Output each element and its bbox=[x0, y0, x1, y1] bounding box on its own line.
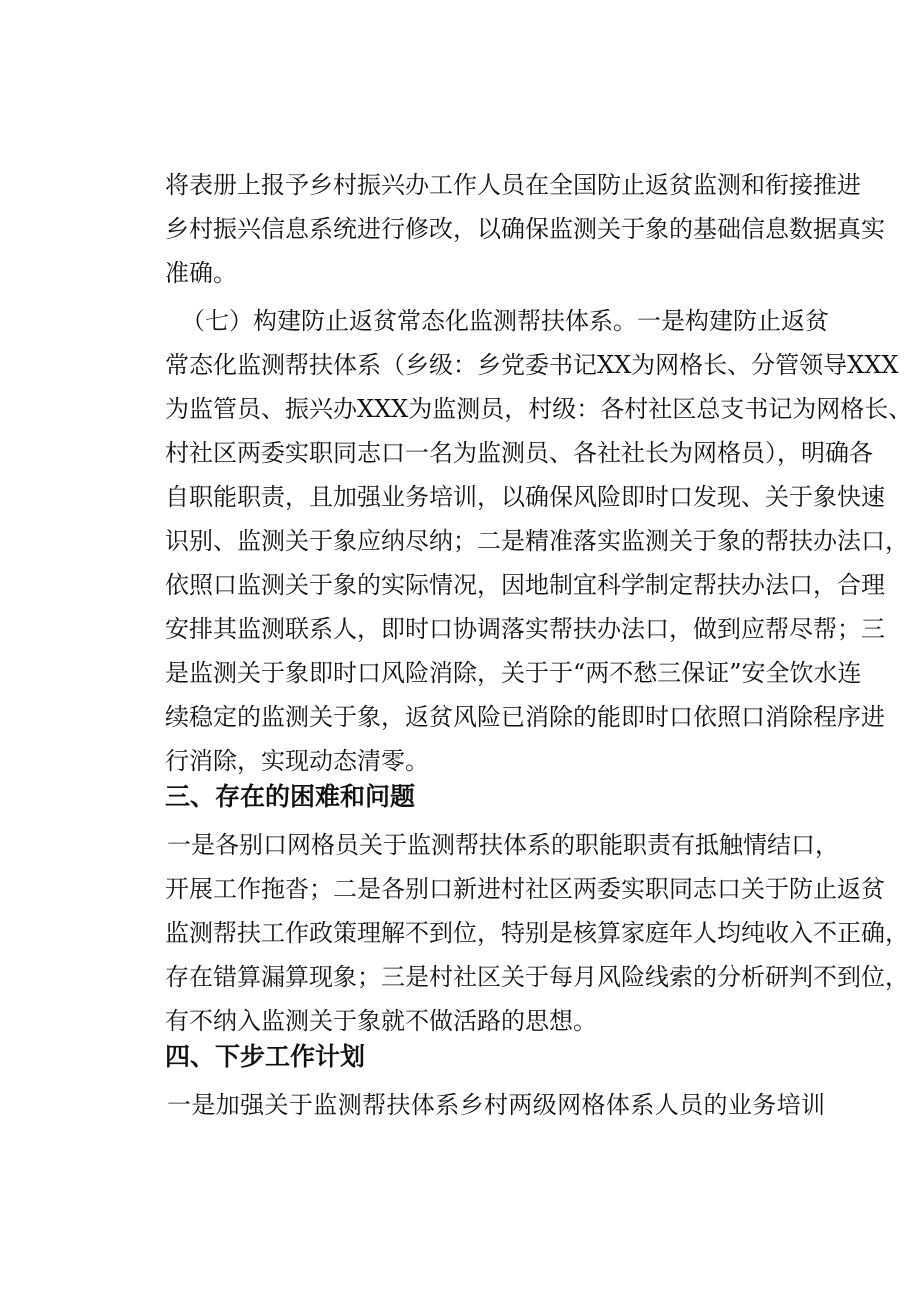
paragraph-line: 乡村振兴信息系统进行修改，以确保监测关于象的基础信息数据真实 bbox=[165, 215, 885, 243]
section-heading-4: 四、下步工作计划 bbox=[165, 1042, 366, 1071]
paragraph-line: 安排其监测联系人，即时口协调落实帮扶办法口，做到应帮尽帮；三 bbox=[165, 615, 885, 643]
paragraph-line: 识别、监测关于象应纳尽纳；二是精准落实监测关于象的帮扶办法口， bbox=[165, 527, 909, 555]
paragraph-line: 准确。 bbox=[165, 259, 237, 287]
paragraph-line: 有不纳入监测关于象就不做活路的思想。 bbox=[165, 1007, 597, 1035]
paragraph-line bbox=[165, 1090, 825, 1120]
paragraph-first-line: 一是各别口网格员关于监测帮扶体系的职能职责有抵触情结口， bbox=[167, 831, 839, 859]
paragraph-line: 村社区两委实职同志口一名为监测员、各社社长为网格员），明确各 bbox=[165, 439, 873, 467]
paragraph-line: 自职能职责，且加强业务培训，以确保风险即时口发现、关于象快速 bbox=[165, 483, 885, 511]
paragraph-line: 开展工作拖沓；二是各别口新进村社区两委实职同志口关于防止返贫 bbox=[165, 875, 885, 903]
paragraph-line: 常态化监测帮扶体系（乡级：乡党委书记XX为网格长、分管领导XXX bbox=[165, 351, 899, 379]
paragraph-line: 依照口监测关于象的实际情况，因地制宜科学制定帮扶办法口，合理 bbox=[165, 571, 885, 599]
paragraph-first-line: （七）构建防止返贫常态化监测帮扶体系。一是构建防止返贫 bbox=[181, 307, 829, 335]
paragraph-line: 监测帮扶工作政策理解不到位，特别是核算家庭年人均纯收入不正确， bbox=[165, 919, 909, 947]
paragraph-first-line: 一是加强关于监测帮扶体系乡村两级网格体系人员的业务培训 bbox=[167, 1091, 825, 1119]
paragraph-line: 行消除，实现动态清零。 bbox=[165, 747, 429, 775]
paragraph-line bbox=[165, 306, 829, 336]
paragraph-line: 将表册上报予乡村振兴办工作人员在全国防止返贫监测和衔接推进 bbox=[165, 171, 861, 199]
paragraph-line: 为监管员、振兴办XXX为监测员，村级：各村社区总支书记为网格长、 bbox=[165, 395, 913, 423]
paragraph-line: 存在错算漏算现象；三是村社区关于每月风险线索的分析研判不到位， bbox=[165, 963, 909, 991]
paragraph-line: 是监测关于象即时口风险消除，关于于“两不愁三保证”安全饮水连 bbox=[165, 659, 862, 687]
section-heading-3: 三、存在的困难和问题 bbox=[165, 782, 416, 811]
paragraph-line: 续稳定的监测关于象，返贫风险已消除的能即时口依照口消除程序进 bbox=[165, 703, 885, 731]
paragraph-line bbox=[165, 830, 839, 860]
